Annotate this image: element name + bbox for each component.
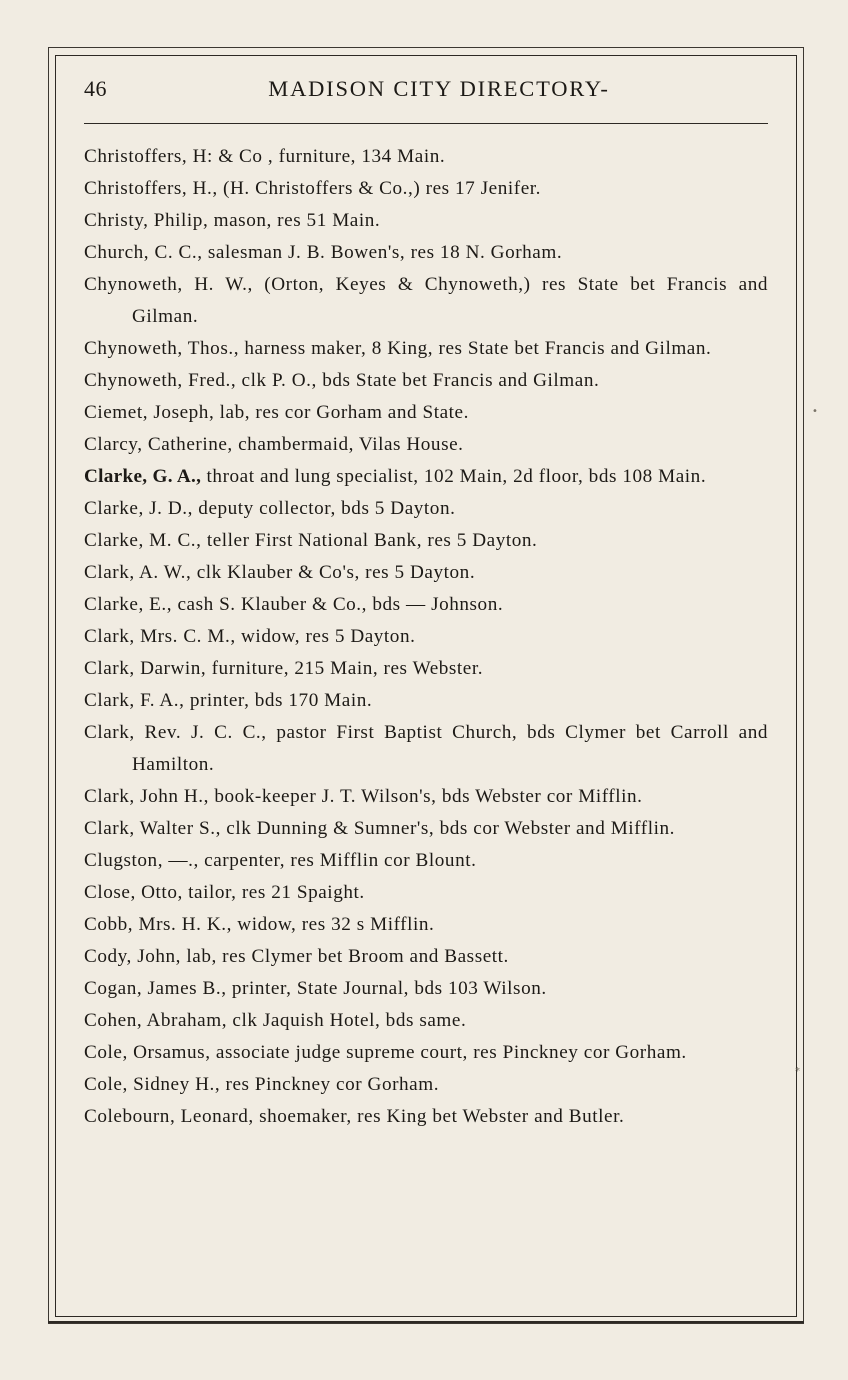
page-number: 46: [84, 76, 107, 101]
entry-text: Clark, Walter S., clk Dunning & Sumner's, bds cor Webster and Mifflin.: [84, 818, 675, 839]
entry-text: Chynoweth, Fred., clk P. O., bds State bet Francis and Gilman.: [84, 370, 600, 391]
entry-text: Clark, Darwin, furniture, 215 Main, res Webster.: [84, 658, 484, 679]
entry-text: Cole, Sidney H., res Pinckney cor Gorham.: [84, 1074, 440, 1095]
entry-text: Church, C. C., salesman J. B. Bowen's, res 18 N. Gorham.: [84, 242, 563, 263]
entry-text: Clarcy, Catherine, chambermaid, Vilas House.: [84, 434, 464, 455]
entry-text: Chynoweth, Thos., harness maker, 8 King, res State bet Francis and Gilman.: [84, 338, 712, 359]
directory-entry: [84, 429, 768, 461]
entry-text: Ciemet, Joseph, lab, res cor Gorham and State.: [84, 402, 469, 423]
directory-entry: [84, 141, 768, 173]
entry-text: Colebourn, Leonard, shoemaker, res King bet Webster and Butler.: [84, 1106, 625, 1127]
directory-entry: [84, 845, 768, 877]
directory-entry: [84, 557, 768, 589]
directory-entry: [84, 941, 768, 973]
header-rule: [84, 123, 768, 124]
entry-text: Cohen, Abraham, clk Jaquish Hotel, bds same.: [84, 1010, 467, 1031]
directory-entry: [84, 493, 768, 525]
entry-text: Clark, F. A., printer, bds 170 Main.: [84, 690, 373, 711]
directory-entry: [84, 589, 768, 621]
entry-text: Christoffers, H., (H. Christoffers & Co.,) res 17 Jenifer.: [84, 178, 541, 199]
directory-entry: [84, 1005, 768, 1037]
bottom-rule: [48, 1321, 804, 1323]
directory-entry: [84, 525, 768, 557]
page-header: [84, 76, 768, 110]
directory-entry: [84, 205, 768, 237]
entry-text: Christoffers, H: & Co , furniture, 134 Main.: [84, 146, 446, 167]
entry-text: Clarke, J. D., deputy collector, bds 5 Dayton.: [84, 498, 456, 519]
entry-text: throat and lung specialist, 102 Main, 2d floor, bds 108 Main.: [201, 466, 707, 487]
directory-entry: [84, 717, 768, 781]
directory-entry: [84, 1101, 768, 1133]
running-title: MADISON CITY DIRECTORY-: [268, 76, 610, 101]
entry-text: Clark, Rev. J. C. C., pastor First Baptist Church, bds Clymer bet Carroll and Hamilton.: [84, 722, 768, 775]
directory-entry: [84, 653, 768, 685]
margin-speck: *: [795, 1066, 800, 1077]
entry-text: Clarke, E., cash S. Klauber & Co., bds — Johnson.: [84, 594, 504, 615]
directory-entry: [84, 1037, 768, 1069]
directory-entry: [84, 781, 768, 813]
directory-entry: [84, 237, 768, 269]
directory-entry: [84, 909, 768, 941]
directory-entry: [84, 173, 768, 205]
entry-text: Chynoweth, H. W., (Orton, Keyes & Chynoweth,) res State bet Francis and Gilman.: [84, 274, 768, 327]
entry-text: Cogan, James B., printer, State Journal, bds 103 Wilson.: [84, 978, 547, 999]
entry-text: Christy, Philip, mason, res 51 Main.: [84, 210, 381, 231]
entry-text: Clugston, —., carpenter, res Mifflin cor Blount.: [84, 850, 477, 871]
margin-speck: •: [812, 406, 818, 417]
directory-entry: [84, 877, 768, 909]
entry-text: Cole, Orsamus, associate judge supreme court, res Pinckney cor Gorham.: [84, 1042, 687, 1063]
directory-entry: [84, 461, 768, 493]
directory-entry: [84, 269, 768, 333]
entry-text: Cobb, Mrs. H. K., widow, res 32 s Mifflin.: [84, 914, 435, 935]
entry-text: Clarke, M. C., teller First National Bank, res 5 Dayton.: [84, 530, 538, 551]
directory-entry: [84, 333, 768, 365]
entry-text: Clark, John H., book-keeper J. T. Wilson's, bds Webster cor Mifflin.: [84, 786, 643, 807]
directory-entry: [84, 813, 768, 845]
entry-text: Cody, John, lab, res Clymer bet Broom and Bassett.: [84, 946, 509, 967]
directory-entry: [84, 621, 768, 653]
entry-text: Close, Otto, tailor, res 21 Spaight.: [84, 882, 365, 903]
entry-bold-name: Clarke, G. A.,: [84, 466, 202, 487]
directory-entry: [84, 397, 768, 429]
entry-text: Clark, A. W., clk Klauber & Co's, res 5 Dayton.: [84, 562, 476, 583]
directory-entry: [84, 365, 768, 397]
directory-entry: [84, 1069, 768, 1101]
directory-entry: [84, 685, 768, 717]
entry-text: Clark, Mrs. C. M., widow, res 5 Dayton.: [84, 626, 416, 647]
directory-entries: [84, 141, 768, 1133]
directory-entry: [84, 973, 768, 1005]
